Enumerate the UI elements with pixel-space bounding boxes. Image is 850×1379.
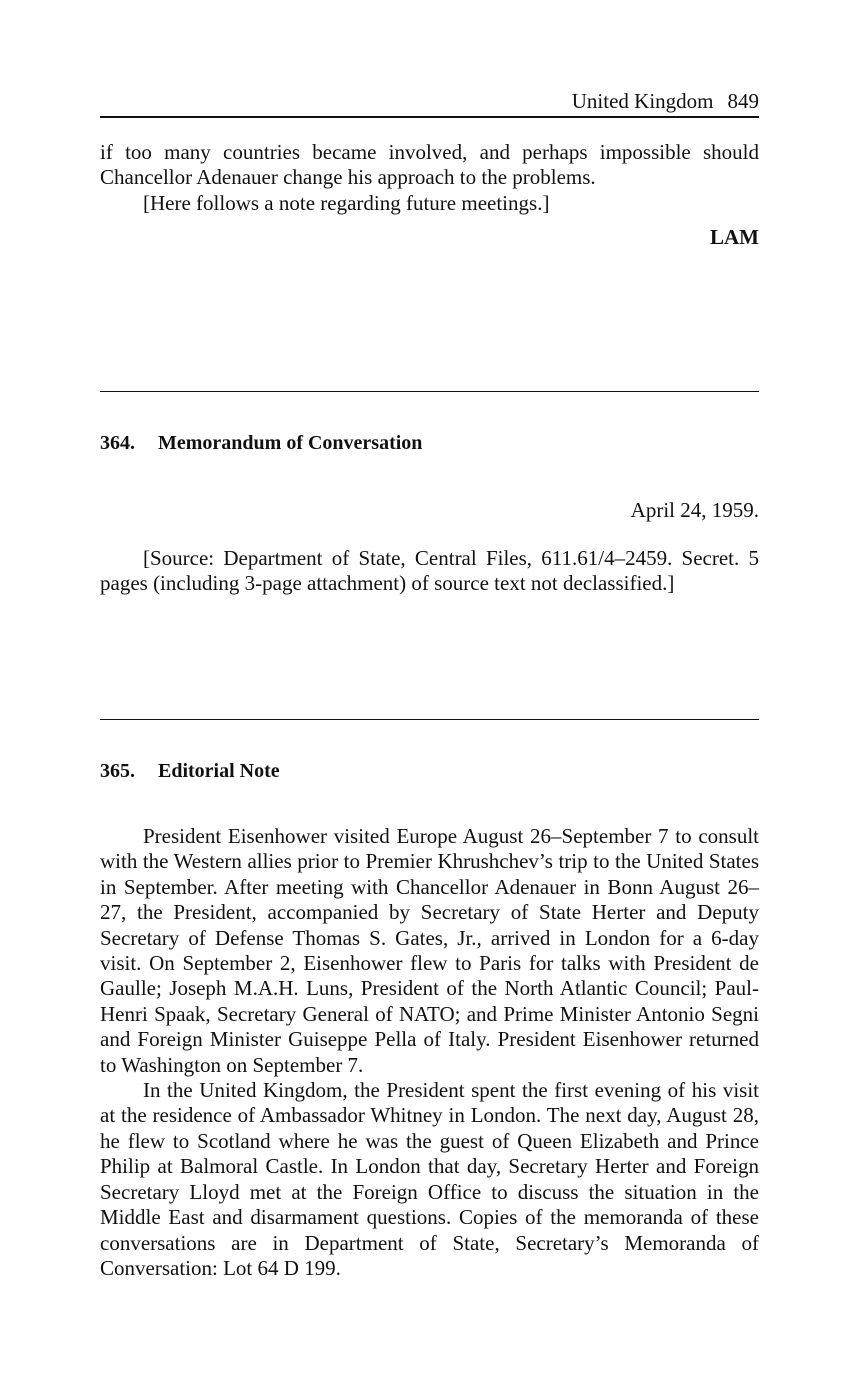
continuation-paragraph: if too many countries became involved, and perhaps impossible should Chancellor Adenauer change his approach to the problems. [100, 140, 759, 190]
page-number: 849 [727, 89, 759, 113]
continuation-text [100, 140, 759, 216]
doc-365-paragraph: President Eisenhower visited Europe August 26–September 7 to consult with the Western allies prior to Premier Khrushchev’s trip to the United States in September. After meeting with Chancellor Adenauer in Bonn August 26–27, the President, accompanied by Secretary of State Herter and Deputy Secretary of Defense Thomas S. Gates, Jr., arrived in London for a 6-day visit. On September 2, Eisenhower flew to Paris for talks with President de Gaulle; Joseph M.A.H. Luns, President of the North Atlantic Council; Paul-Henri Spaak, Secretary General of NATO; and Prime Minister Antonio Segni and Foreign Minister Guiseppe Pella of Italy. President Eisenhower returned to Washington on September 7. [100, 824, 759, 1077]
doc-364-heading [100, 430, 422, 456]
header-rule [100, 116, 759, 118]
doc-365-body [100, 824, 759, 1281]
doc-364-number: 364. [100, 432, 135, 454]
running-head [572, 88, 759, 114]
section-divider-364 [100, 391, 759, 392]
running-head-title: United Kingdom [571, 89, 714, 113]
doc-364-title: Memorandum of Conversation [158, 432, 423, 454]
section-divider-365 [100, 719, 759, 720]
doc-365-paragraph: In the United Kingdom, the President spent the first evening of his visit at the residence of Ambassador Whitney in London. The next day, August 28, he flew to Scotland where he was the guest of Queen Elizabeth and Prince Philip at Balmoral Castle. In London that day, Secretary Herter and Foreign Secretary Lloyd met at the Foreign Office to discuss the situation in the Middle East and disarmament questions. Copies of the memoranda of these conversations are in Department of State, Secretary’s Memoranda of Conversation: Lot 64 D 199. [100, 1078, 759, 1280]
doc-365-number: 365. [100, 760, 135, 782]
doc-365-heading [100, 758, 280, 784]
doc-365-title: Editorial Note [158, 760, 280, 782]
doc-364-source-note: [Source: Department of State, Central Files, 611.61/4–2459. Secret. 5 pages (including 3-page attachment) of source text not declassified.] [100, 546, 759, 596]
doc-364-body [100, 546, 759, 597]
signature: LAM [710, 225, 759, 249]
editorial-bracket-note: [Here follows a note regarding future meetings.] [143, 190, 550, 215]
doc-364-date: April 24, 1959. [630, 498, 759, 522]
